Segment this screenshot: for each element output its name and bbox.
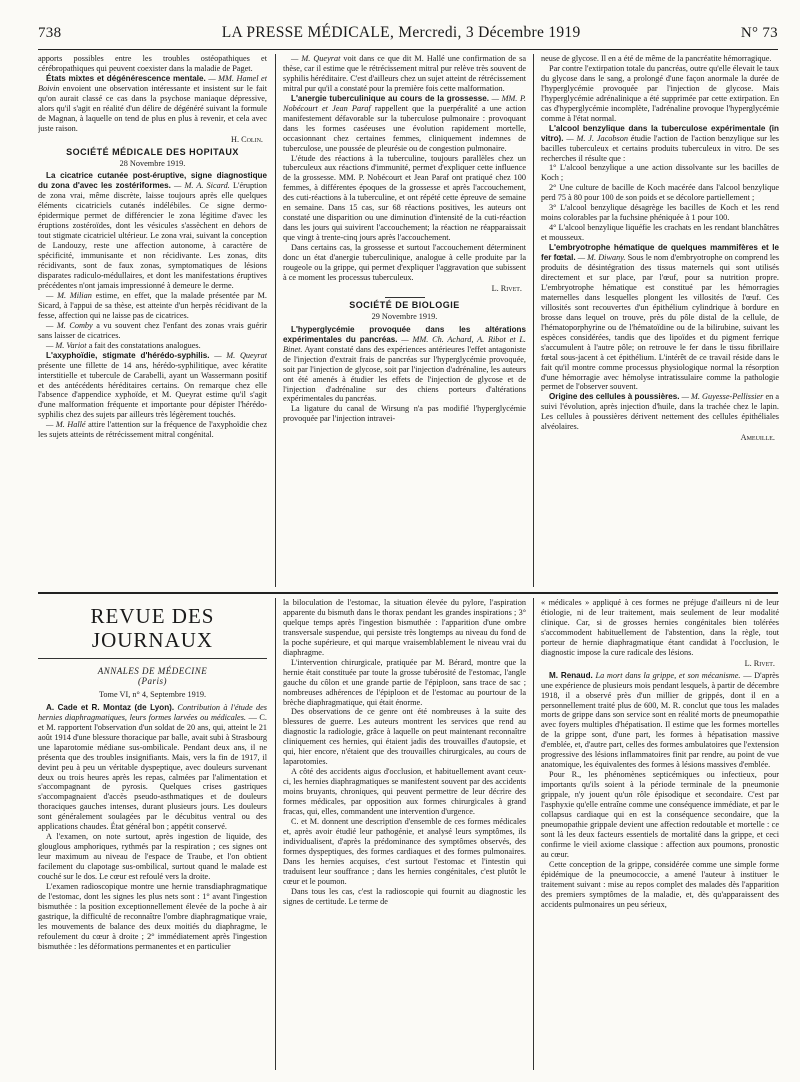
authors: — MM. P. Nobécourt et Jean Paraf xyxy=(283,93,526,113)
paragraph: apports possibles entre les troubles ostéopathiques et cérébropathiques qui peuvent coexister dans la maladie de Paget. xyxy=(38,54,267,73)
list-item: 1° L'alcool benzylique a une action dissolvante sur les bacilles de Koch ; xyxy=(541,163,779,183)
authors: — M. Guyesse-Pellissier xyxy=(681,392,764,402)
paragraph: Origine des cellules à poussières. — M. Guyesse-Pellissier en a suivi l'évolution, après injection d'huile, dans la trachée chez le lapin. Les cellules à poussières dérivent nettement des cellules épithéliales alvéolaires. xyxy=(541,392,779,432)
list-item: 3° L'alcool benzylique désagrège les bacilles de Koch et les rend moins colorables par la fuchsine phéniquée à 1 pour 100. xyxy=(541,203,779,223)
authors: — M. Queyrat xyxy=(214,350,267,360)
paragraph: L'étude des réactions à la tuberculine, toujours parallèles chez un tuberculeux aux réactions d'immunité, permet d'expliquer cette influence de la grossesse. MM. P. Nobécourt et Jean Paraf ont pratiqué chez 100 femmes, à différentes époques de la grossesse et après l'accouchement, des cuti-réactions à la tuberculine, et ont répété cette épreuve de semaine en semaine. Dans 15 cas, sur 68 réactions positives, les auteurs ont constaté une disparition ou une diminution d'intensité de la cuti-réaction dans les jours qui suivirent l'accouchement; la réaction ne réapparaissait que vingt à trente-cinq jours après l'accouchement. xyxy=(283,153,526,243)
journal-name: ANNALES DE MÉDECINE xyxy=(97,666,208,676)
column-divider xyxy=(275,598,276,1070)
signature: H. Colin. xyxy=(231,134,263,144)
column-divider xyxy=(533,54,534,587)
authors: — M. A. Sicard. xyxy=(174,181,230,191)
authors: — M. Milian xyxy=(46,290,92,300)
paragraph: La ligature du canal de Wirsung n'a pas modifié l'hyperglycémie provoquée par l'injection intravei- xyxy=(283,404,526,424)
authors: — M. J. Jacobson xyxy=(566,133,628,143)
authors: — MM. Hamel et Boivin xyxy=(38,73,267,93)
column-divider xyxy=(275,54,276,587)
authors: A. Cade et R. Montaz (de Lyon). xyxy=(46,702,175,712)
bottom-column-2 xyxy=(283,598,526,1072)
article-heading: Origine des cellules à poussières. xyxy=(549,392,680,402)
paragraph: — M. Variot a fait des constatations analogues. xyxy=(46,340,201,350)
revue-title: REVUE DES JOURNAUX xyxy=(90,604,215,652)
paragraph: « médicales » appliqué à ces formes ne préjuge d'ailleurs ni de leur étiologie, ni de leur traitement, mais seulement de leur modalité clinique. Car, si de grosses hernies congénitales bien tolérées s'accommodent habituellement de l'abstention, dans la règle, tout porteur de hernie diaphragmatique étant candidat à l'occlusion, le diagnostic impose la cure radicale des lésions. xyxy=(541,598,779,657)
journal-title: LA PRESSE MÉDICALE, Mercredi, 3 Décembre 1919 xyxy=(221,24,581,41)
authors: — M. Diwany. xyxy=(577,253,626,263)
article-title: La mort dans la grippe, et son mécanisme. xyxy=(595,670,741,680)
article-title: Contribution à l'étude des hernies diaphragmatiques, leurs formes larvées ou médicales. xyxy=(38,702,267,722)
paragraph: Des observations de ce genre ont été nombreuses à la suite des blessures de guerre. Les auteurs montrent les services que rend au diagnostic la radiologie, grâce à laquelle on peut maintenant reconnaître cliniquement ces hernies, qui étaient jadis des trouvailles d'autopsie, et qui, hier encore, n'étaient que des trouvailles chirurgicales, au cours de laparotomies. xyxy=(283,707,526,767)
paragraph: États mixtes et dégénérescence mentale. — MM. Hamel et Boivin envoient une observation intéressante et insistent sur le fait qu'on aurait classé ce cas dans la psychose maniaque dépressive, alors qu'il s'agit en réalité d'un délire de dégénéré suivant la formule de Magnan, à laquelle on tend de plus en plus à revenir, et cela avec juste raison. xyxy=(38,73,267,133)
section-rule xyxy=(38,592,778,594)
page-header xyxy=(38,24,778,46)
paragraph: la biloculation de l'estomac, la situation élevée du pylore, l'aspiration apparente du bismuth dans le thorax pendant les grandes inspirations ; 3° quelque temps après l'ingestion bismuthée : l'apparition d'une ombre transversale suspendue, qui persiste très longtemps au niveau du fond de la poche supérieure, et qui marque vraisemblablement le niveau vrai du diaphragme. xyxy=(283,598,526,657)
paragraph: L'alcool benzylique dans la tuberculose expérimentale (in vitro). — M. J. Jacobson étudie l'action de l'action benzylique sur les bacilles tuberculeux et certains produits tuberculeux in vitro. De ses recherches il résulte que : xyxy=(541,123,779,163)
paragraph: Dans tous les cas, c'est la radioscopie qui fournit au diagnostic les signes de certitude. Le terme de xyxy=(283,886,526,906)
section-title: SOCIÉTÉ MÉDICALE DES HOPITAUX xyxy=(66,146,239,157)
article-heading: États mixtes et dégénérescence mentale. xyxy=(46,73,206,83)
journal-city: (Paris) xyxy=(138,675,167,686)
article-heading: L'anergie tuberculinique au cours de la grossesse. xyxy=(291,93,490,103)
header-rule xyxy=(38,49,778,50)
paragraph: L'intervention chirurgicale, pratiquée par M. Bérard, montre que la hernie était constituée par toute la grosse tubérosité de l'estomac, l'angle gauche du côlon et une grande partie de l'épiploon, sans trace de sac ; nombreuses adhérences de l'épiploon et de l'estomac au pourtour de la brèche diaphragmatique, qui était énorme. xyxy=(283,657,526,707)
signature: L. Rivet. xyxy=(744,658,775,668)
article-heading: L'axyphoïdie, stigmate d'hérédo-syphilis. xyxy=(46,350,210,360)
column-divider xyxy=(533,598,534,1070)
paragraph: — M. Hallé attire l'attention sur la fréquence de l'axyphoïdie chez les sujets atteints de rétrécissement mitral congénital. xyxy=(38,420,267,440)
section-title: SOCIÉTÉ DE BIOLOGIE xyxy=(349,299,460,310)
paragraph: Cette conception de la grippe, considérée comme une simple forme épidémique de la pneumococcie, a amené l'auteur à instituer le traitement suivant : mise au repos complet des malades dès l'apparition des premiers symptômes de la maladie, et, dès qu'apparaissent des accidents pulmonaires un peu sérieux, xyxy=(541,859,779,909)
page-number: 738 xyxy=(38,25,62,41)
paragraph: La cicatrice cutanée post-éruptive, signe diagnostique du zona d'avec les zostériformes. — M. A. Sicard. L'éruption de zona vrai, même discrète, laisse toujours après elle quelques éléments cicatriciels cutanés indélébiles. Ce signe dermo-épidermique permet de différencier le zona légitime d'avec les éruptions zostéroïdes, dont les vésicules s'assèchent en dehors de tout stigmate cicatriciel ultérieur. Le zona vrai, suivant la conception de Landouzy, reste une affection autonome, à caractère de spécificité, immunisante et non récidivante. Les zonas, dits récidivants, sont de faux zonas, symptomatiques de lésions disparates radiculo-médullaires, et dont les manifestations éruptives précédentes n'ont jamais impressionné à demeure le derme. xyxy=(38,171,267,290)
paragraph: A côté des accidents aigus d'occlusion, et habituellement avant ceux-ci, les hernies diaphragmatiques se manifestent souvent par des accidents moins bruyants, chroniques, qui peuvent permettre de leur décrire des formes médicales, par opposition aux formes chirurgicales à grand fracas, qui, elles, commandent une intervention d'urgence. xyxy=(283,767,526,817)
section-date: 28 Novembre 1919. xyxy=(119,158,186,168)
article-heading: L'embryotrophe hématique de quelques mammifères et le fer fœtal. xyxy=(541,243,779,263)
paragraph: L'anergie tuberculinique au cours de la grossesse. — MM. P. Nobécourt et Jean Paraf rappellent que la puerpéralité a une action manifestement défavorable sur la tuberculose pulmonaire : provoquant dans les formes caséeuses une évolution rapidement mortelle, occasionnant chez certaines femmes, cliniquement indemnes de tuberculose, une poussée de pleurésie ou de congestion pulmonaire. xyxy=(283,93,526,153)
paragraph: — M. Comby a vu souvent chez l'enfant des zonas vrais guérir sans laisser de cicatrices. xyxy=(38,320,267,340)
list-item: 4° L'alcool benzylique liquéfie les crachats en les rendant blanchâtres et mousseux. xyxy=(541,223,779,243)
paragraph: neuse de glycose. Il en a été de même de la pancréatite hémorragique. xyxy=(541,54,772,63)
paragraph: Par contre l'extirpation totale du pancréas, outre qu'elle élevait le taux du glycose dans le sang, a prolongé d'une façon anormale la durée de l'hyperglycémie provoquée par l'injection de glycose. Mais l'hyperglycémie adrénalinique a été supprimée par cette extirpation. En cas d'hyperglycémie incomplète, l'adrénaline provoque l'hyperglycémie comme à l'état normal. xyxy=(541,63,779,123)
paragraph: C. et M. donnent une description d'ensemble de ces formes médicales et, après avoir étudié leur pathogénie, et analysé leurs symptômes, ils individualisent, d'après la prédominance des symptômes observés, des formes dyspeptiques, des formes cardiaques et des formes pulmonaires. Dans les hernies acquises, c'est surtout l'estomac et l'intestin qui traduisent leur souffrance ; dans les hernies congénitales, c'est plutôt le cœur et le poumon. xyxy=(283,816,526,886)
signature: L. Rivet. xyxy=(491,283,522,293)
bottom-column-1 xyxy=(38,598,267,1072)
paragraph: Pour R., les phénomènes septicémiques ou infectieux, pour importants qu'ils soient à la période terminale de la pneumonie grippale, n'y jouent qu'un rôle épisodique et secondaire. C'est par l'asphyxie qu'elle entraîne comme une conséquence immédiate, et par le collapsus cardiaque qui en est la conséquence secondaire, que la pneumopathie grippale devient une affection redoutable et mortelle : ce sont là les deux facteurs essentiels de mortalité dans la grippe, et ceci confirme le vieil axiome classique : affection aux poumons, pronostic au cœur. xyxy=(541,770,779,859)
paragraph: L'hyperglycémie provoquée dans les altérations expérimentales du pancréas. — MM. Ch. Achard, A. Ribot et L. Binet. Ayant constaté dans des expériences antérieures l'effet antagoniste de l'injection d'extrait frais de pancréas sur l'hyperglycémie provoquée, soit par l'injection de glycose, soit par l'injection d'adrénaline, les auteurs ont été amenés à étudier les effets de l'injection de glycose et de l'injection d'adrénaline sur des chiens porteurs d'altérations expérimentales du pancréas. xyxy=(283,324,526,404)
top-column-1 xyxy=(38,54,267,588)
paragraph: A. Cade et R. Montaz (de Lyon). Contribution à l'étude des hernies diaphragmatiques, leurs formes larvées ou médicales. — C. et M. rapportent l'observation d'un soldat de 20 ans, qui, atteint le 21 août 1914 d'une blessure thoracique par balle, avait subi à Strasbourg une laparotomie médiane sus-ombilicale. Pendant deux ans, il ne présenta que des troubles insignifiants. Mais, vers la fin de 1917, il devint peu à peu un véritable dyspeptique, avec douleurs survenant deux ou trois heures après les repas, calmées par l'alimentation et s'accompagnant de pyrosis. Quelques crises gastriques s'accompagnaient d'accès pseudo-asthmatiques et de douleurs thoraciques gauches intenses, durant plusieurs jours. Les douleurs sont généralement soulagées par le décubitus ventral ou des applications chaudes. État général bon ; appétit conservé. xyxy=(38,702,267,832)
top-column-2 xyxy=(283,54,526,588)
paragraph: L'axyphoïdie, stigmate d'hérédo-syphilis. — M. Queyrat présente une fillette de 14 ans, hérédo-syphilitique, avec kératite interstitielle et tubercule de Carabelli, ayant un Wassermann positif et des antécédents héréditaires certains. On remarque chez elle l'absence d'appendice xyphoïde, et M. Queyrat estime qu'il s'agit d'une malformation fréquente et importante pour dépister l'hérédo-syphilis chez des sujets par ailleurs très légèrement touchés. xyxy=(38,350,267,420)
paragraph: M. Renaud. La mort dans la grippe, et son mécanisme. — D'après une expérience de plusieurs mois pendant lesquels, à partir de décembre 1918, il a observé près d'un millier de grippés, dont il en a personnellement traité plus de 600, M. R. conclut que tous les malades morts de grippe dans son service sont en réalité morts de pneumopathie avec foyers multiples d'hépatisation. Il estime que les formes mortelles de la grippe sont, d'une part, les formes à hépatisation massive d'emblée, et, d'autre part, celles des formes ambulatoires que l'extension progressive des lésions inflammatoires finit par rendre, au point de vue anatomique, les équivalentes des formes à lésions massives d'emblée. xyxy=(541,670,779,770)
authors: — M. Queyrat xyxy=(291,54,341,63)
top-column-3 xyxy=(541,54,779,588)
authors: — M. Hallé xyxy=(46,420,86,430)
article-heading: La cicatrice cutanée post-éruptive, signe diagnostique du zona d'avec les zostériformes. xyxy=(38,171,267,191)
paragraph: — M. Milian estime, en effet, que la malade présentée par M. Sicard, à l'appui de sa thèse, est atteinte d'un herpès récidivant de la fesse, affection qui ne laisse pas de cicatrices. xyxy=(38,290,267,320)
journal-issue: Tome VI, n° 4, Septembre 1919. xyxy=(98,689,207,699)
authors: — M. Comby xyxy=(46,320,93,330)
authors: — MM. Ch. Achard, A. Ribot et L. Binet. xyxy=(283,334,526,354)
revue-rule xyxy=(38,658,267,659)
authors: — M. Variot xyxy=(46,340,87,350)
issue-number: N° 73 xyxy=(740,25,778,41)
paragraph: Dans certains cas, la grossesse et surtout l'accouchement déterminent donc un état d'anergie tuberculinique, analogue à celle produite par la rougeole ou la grippe, qui permet d'expliquer l'aggravation que subissent à ce moment les processus tuberculeux. xyxy=(283,243,526,282)
paragraph: — M. Queyrat voit dans ce que dit M. Hallé une confirmation de sa thèse, car il estime que le rétrécissement mitral pur relève très souvent de syphilis héréditaire. C'est d'ailleurs chez un sujet atteint de rétrécissement mitral pur qu'il a constaté pour la première fois cette malformation. xyxy=(283,54,526,93)
section-date: 29 Novembre 1919. xyxy=(371,311,438,321)
article-heading: L'hyperglycémie provoquée dans les altérations expérimentales du pancréas. xyxy=(283,324,526,344)
list-item: 2° Une culture de bacille de Koch macérée dans l'alcool benzylique perd 75 à 80 pour 100 de son poids et se décolore partiellement ; xyxy=(541,183,779,203)
paragraph: A l'examen, on note surtout, après ingestion de liquide, des glouglous amphoriques, rythmés par la respiration ; ces signes ont leur maximum au niveau de l'espace de Traube, et l'on obtient facilement du clapotage sus-ombilical, surtout quand le malade est couché sur le dos. Le cœur est refoulé vers la droite. xyxy=(38,832,267,882)
authors: M. Renaud. xyxy=(549,670,593,680)
bottom-column-3 xyxy=(541,598,779,1072)
article-heading: L'alcool benzylique dans la tuberculose expérimentale (in vitro). xyxy=(541,123,779,143)
paragraph: L'embryotrophe hématique de quelques mammifères et le fer fœtal. — M. Diwany. Sous le nom d'embryotrophe on comprend les produits de désintégration des tissus maternels qui sont utilisés directement et sur place, par l'œuf, pour sa nutrition propre. L'embryotrophe hématique est constitué par les hémorragies maternelles dans lesquelles plongent les villosités de l'œuf. Ces villosités sont recouvertes d'un épithélium cylindrique à bordure en brosse dans lequel on trouve, près du pôle distal de la cellule, de l'hématoporphyrine ou de l'hématoïdine ou de la bilirubine, suivant les espèces considérées, tandis que des lipoïdes et du pigment ferrique s'accumulent à l'autre pôle; on retrouve le fer dans le tissu fibrillaire fœtal sous-jacent à cet épithélium. L'intérêt de ce travail réside dans le fait qu'il montre comme processus physiologique normal la résorption d'une hémorragie avec hémolyse intratissulaire comme la pathologie permet de l'observer souvent. xyxy=(541,243,779,392)
separator xyxy=(385,297,425,298)
signature: Ameuille. xyxy=(740,433,775,443)
paragraph: L'examen radioscopique montre une hernie transdiaphragmatique de l'estomac, dont les signes les plus nets sont : 1° avant l'ingestion bismuthée : la position exceptionnellement élevée de la poche à air gastrique, la difficulté de reconnaître l'ombre diaphragmatique vraie, les mouvements de balance des deux moitiés du diaphragme, le refoulement du cœur à droite ; 2° immédiatement après l'ingestion bismuthée : les déformations permanentes et en particulier xyxy=(38,882,267,951)
